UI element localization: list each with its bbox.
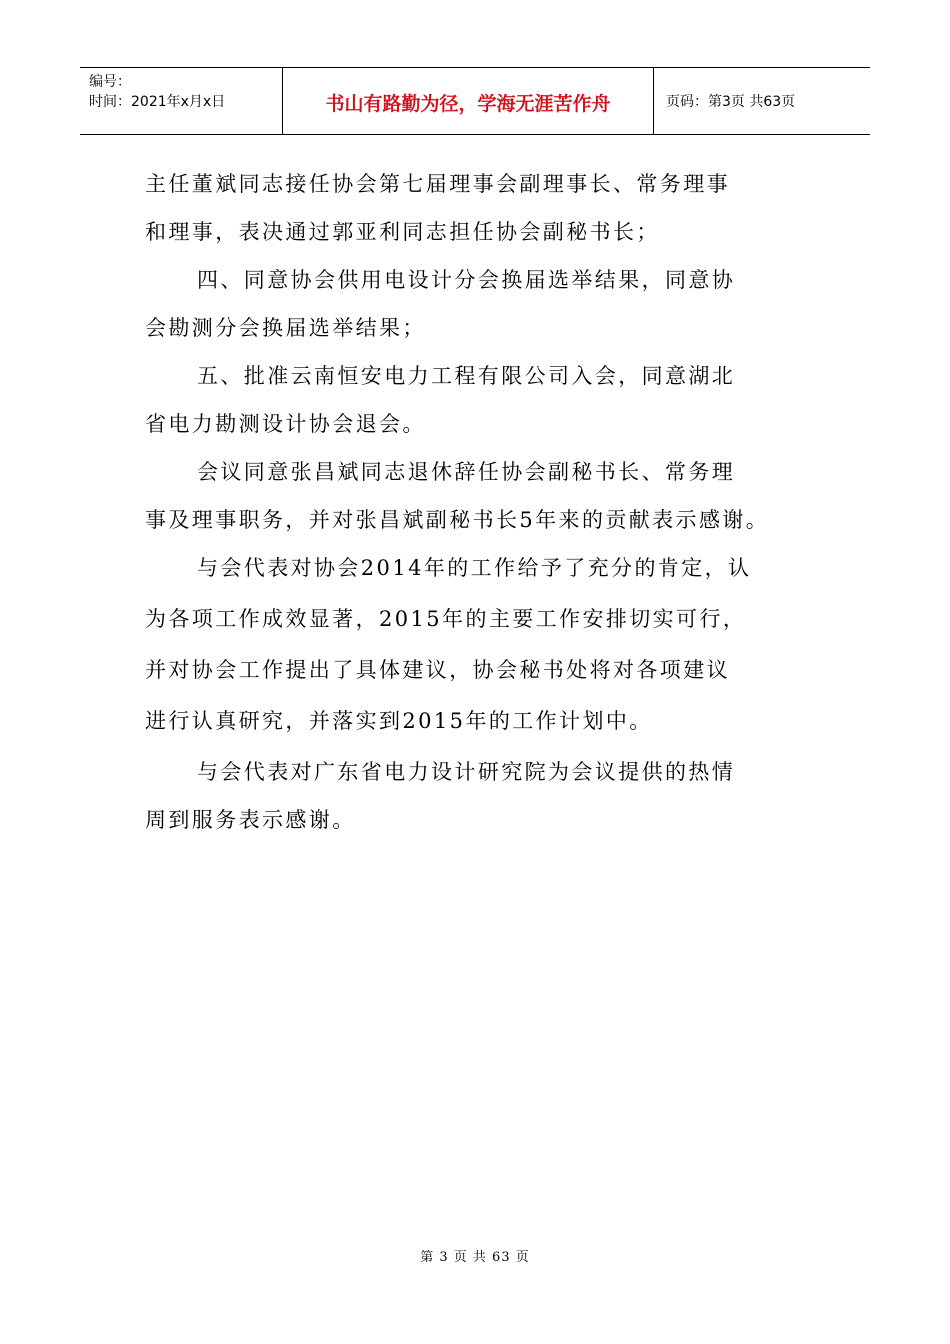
- document-number-label: 编号：: [89, 74, 131, 90]
- body-line: 为各项工作成效显著，2015年的主要工作安排切实可行，: [145, 607, 747, 631]
- body-line: 会议同意张昌斌同志退休辞任协会副秘书长、常务理: [197, 460, 736, 484]
- body-line: 和理事，表决通过郭亚利同志担任协会副秘书长；: [145, 220, 660, 244]
- body-line: 五、批准云南恒安电力工程有限公司入会，同意湖北: [197, 364, 736, 388]
- body-line: 进行认真研究，并落实到2015年的工作计划中。: [145, 709, 653, 733]
- body-line: 并对协会工作提出了具体建议，协会秘书处将对各项建议: [145, 658, 730, 682]
- header-motto-cell: [283, 68, 654, 134]
- header-page-cell: [654, 68, 870, 134]
- body-line: 省电力勘测设计协会退会。: [145, 412, 426, 436]
- body-line: 周到服务表示感谢。: [145, 808, 356, 832]
- footer-page-number: 第 3 页 共 63 页: [420, 1250, 530, 1265]
- page-header: [80, 67, 870, 135]
- page-footer: [0, 1246, 950, 1265]
- body-line: 与会代表对协会2014年的工作给予了充分的肯定，认: [197, 556, 752, 580]
- document-body: [145, 165, 810, 849]
- body-line: 与会代表对广东省电力设计研究院为会议提供的热情: [197, 760, 736, 784]
- body-line: 会勘测分会换届选举结果；: [145, 316, 426, 340]
- header-meta-cell: [80, 68, 283, 134]
- body-line: 事及理事职务，并对张昌斌副秘书长5年来的贡献表示感谢。: [145, 508, 770, 532]
- header-page-info: 页码：第3页 共63页: [666, 94, 796, 110]
- header-motto: 书山有路勤为径，学海无涯苦作舟: [325, 92, 611, 115]
- document-time-label: 时间：2021年x月x日: [89, 94, 226, 110]
- body-line: 四、同意协会供用电设计分会换届选举结果，同意协: [197, 268, 736, 292]
- body-line: 主任董斌同志接任协会第七届理事会副理事长、常务理事: [145, 172, 730, 196]
